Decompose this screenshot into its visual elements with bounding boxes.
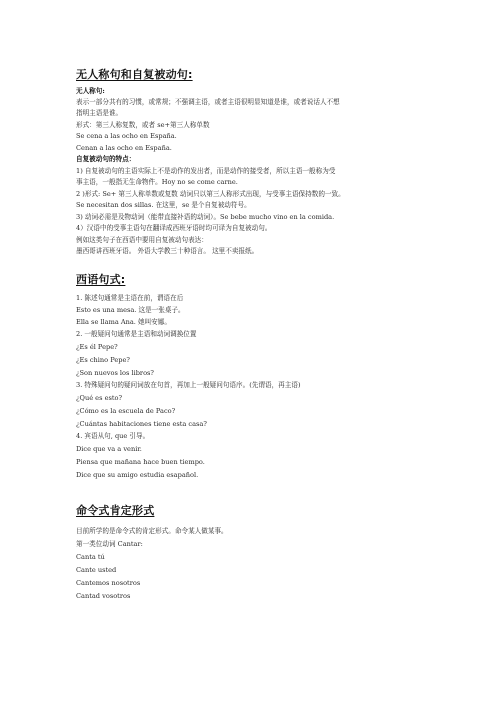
example-sentence: ¿Es chino Pepe? (76, 356, 130, 364)
text-line: 事主语，一般指无生命物件。Hoy no se come carne. (76, 178, 238, 186)
text-line: 目前所学的是命令式的肯定形式。命令某人做某事。 (76, 527, 228, 535)
section-title-impersonal: 无人称句和自复被动句: (76, 68, 193, 81)
conjugation-line: Cantemos nosotros (76, 579, 141, 587)
text-line: 3. 特殊疑问句的疑问词放在句首，再加上一般疑问句语序。(先谓语，再主语) (76, 381, 301, 389)
example-sentence: Dice que su amigo estudia esapañol. (76, 471, 199, 479)
conjugation-line: Canta tú (76, 553, 105, 561)
example-sentence: ¿Son nuevos los libros? (76, 369, 154, 377)
example-sentence: Esto es una mesa. 这是一张桌子。 (76, 306, 185, 314)
example-sentence: ¿Es él Pepe? (76, 343, 118, 351)
text-line: 第一类位动词 Cantar: (76, 540, 143, 548)
example-sentence: ¿Cómo es la escuela de Paco? (76, 407, 176, 415)
text-line: 2 )形式: Se+ 第三人称单数或复数 动词只以第三人称形式出现，与受事主语保持数的一致。 (76, 190, 345, 198)
example-sentence: Ella se llama Ana. 她叫安娜。 (76, 318, 171, 326)
example-sentence: Cenan a las ocho en España. (76, 144, 172, 152)
conjugation-line: Cante usted (76, 566, 117, 574)
example-sentence: ¿Cuántas habitaciones tiene esta casa? (76, 420, 207, 428)
text-line: 4. 宾语从句, que 引导。 (76, 432, 150, 440)
text-line: 1. 陈述句通常是主语在前，谓语在后 (76, 294, 184, 302)
text-line: 墨西哥讲西班牙语。 外语大学教三十种语言。 这里不卖报纸。 (76, 247, 259, 255)
example-sentence: ¿Qué es esto? (76, 394, 123, 402)
section-title-imperative: 命令式肯定形式 (76, 504, 155, 517)
text-line: 形式：第三人称复数，或者 se+第三人称单数 (76, 121, 210, 129)
text-line: 例如这类句子在西语中要用自复被动句表达： (76, 236, 208, 244)
text-line: 4）汉语中的受事主语句在翻译成西班牙语时均可译为自复被动句。 (76, 224, 272, 232)
text-line: Se necesitan dos sillas. 在这里，se 是个自复被动符号。 (76, 201, 251, 209)
example-sentence: Se cena a las ocho en España. (76, 132, 177, 140)
section-title-sentence-patterns: 西语句式: (76, 273, 126, 286)
subheading-passive: 自复被动句的特点： (76, 155, 136, 163)
example-sentence: Dice que va a venir. (76, 445, 142, 453)
subheading-impersonal: 无人称句: (76, 87, 105, 95)
conjugation-line: Cantad vosotros (76, 592, 131, 600)
example-sentence: Piensa que mañana hace buen tiempo. (76, 458, 205, 466)
text-line: 2. 一般疑问句通常是主语和动词调换位置 (76, 330, 197, 338)
text-line: 指明主语是谁。 (76, 109, 123, 117)
text-line: 3) 动词必需是及物动词（能带直接补语的动词）。Se bebe mucho vino en la comida. (76, 213, 335, 221)
text-line: 表示一部分共有的习惯，或常规；不强调主语，或者主语很明显知道是谁，或者说话人不想 (76, 98, 340, 106)
text-line: 1) 自复被动句的主语实际上不是动作的发出者，而是动作的接受者，所以主语一般称为受 (76, 167, 336, 175)
